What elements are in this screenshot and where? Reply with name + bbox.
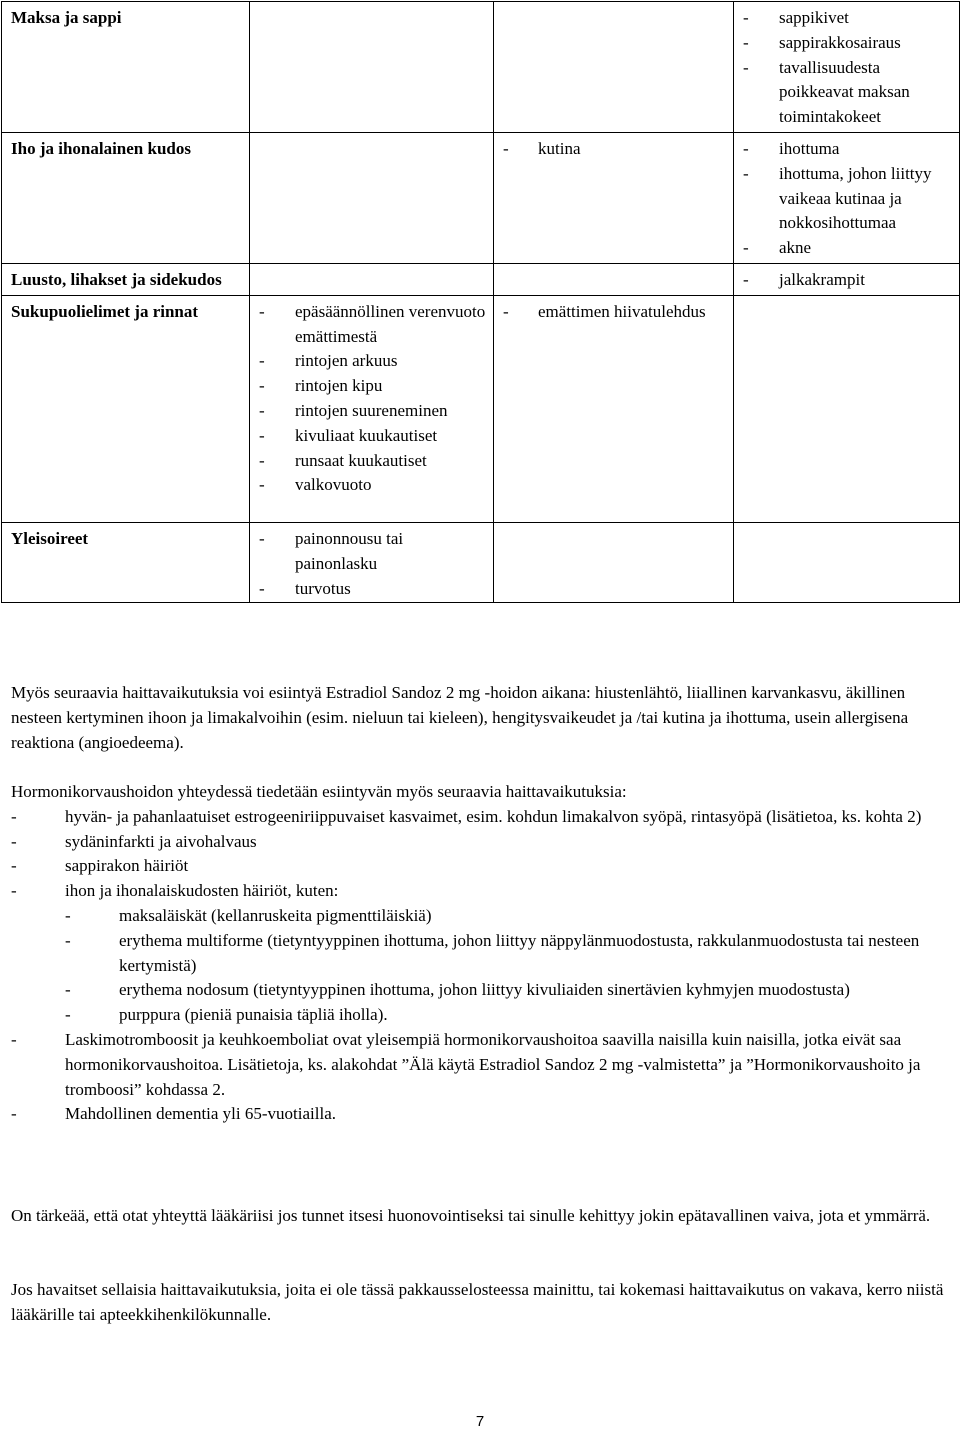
uncommon-cell — [494, 132, 734, 263]
table-row — [2, 523, 960, 602]
list-item: - kivuliaat kuukautiset — [259, 424, 487, 449]
category-cell: Luusto, lihakset ja sidekudos — [2, 263, 250, 295]
list-item: - sappirakkosairaus — [743, 31, 953, 56]
effect-list — [743, 137, 953, 261]
uncommon-cell — [494, 295, 734, 522]
rare-cell — [734, 523, 960, 602]
list-item: - ihottuma — [743, 137, 953, 162]
common-cell — [250, 2, 494, 133]
category-cell: Sukupuolielimet ja rinnat — [2, 295, 250, 522]
list-item: - hyvän- ja pahanlaatuiset estrogeeniriippuvaiset kasvaimet, esim. kohdun limakalvon syöpä, rintasyöpä (lisätietoa, ks. kohta 2) — [11, 805, 951, 830]
list-item: - tavallisuudesta poikkeavat maksan toimintakokeet — [743, 56, 953, 130]
side-effects-table — [1, 1, 960, 603]
hrt-section — [11, 780, 951, 1127]
list-item: - Mahdollinen dementia yli 65-vuotiailla. — [11, 1102, 951, 1127]
table-row — [2, 132, 960, 263]
list-item: - kutina — [503, 137, 727, 162]
category-cell: Maksa ja sappi — [2, 2, 250, 133]
list-item: - erythema multiforme (tietyntyyppinen ihottuma, johon liittyy näppylänmuodostusta, rakkulanmuodostusta tai nesteen kertymistä) — [65, 929, 951, 979]
category-cell: Yleisoireet — [2, 523, 250, 602]
contact-doctor-paragraph — [11, 1204, 951, 1229]
list-item: - rintojen arkuus — [259, 349, 487, 374]
list-item: - sappikivet — [743, 6, 953, 31]
uncommon-cell — [494, 263, 734, 295]
category-cell: Iho ja ihonalainen kudos — [2, 132, 250, 263]
list-item — [11, 879, 951, 1028]
paragraph-text: Myös seuraavia haittavaikutuksia voi esiintyä Estradiol Sandoz 2 mg -hoidon aikana: hiustenlähtö, liiallinen karvankasvu, äkillinen nesteen kertyminen ihoon ja limakalvoihin (esim. nieluun tai kieleen), hengitysvaikeudet ja /tai kutina ja ihottuma, usein allergisena reaktiona (angioedeema). — [11, 683, 909, 752]
list-item: - valkovuoto — [259, 473, 487, 498]
effect-list — [743, 6, 953, 130]
list-item: - epäsäännöllinen verenvuoto emättimestä — [259, 300, 487, 350]
paragraph-text: On tärkeää, että otat yhteyttä lääkäriisi jos tunnet itsesi huonovointiseksi tai sinulle kehittyy jokin epätavallinen vaiva, jota et ymmärrä. — [11, 1206, 931, 1225]
list-item: - rintojen kipu — [259, 374, 487, 399]
list-item: - erythema nodosum (tietyntyyppinen ihottuma, johon liittyy kivuliaiden sinertävien kyhmyjen muodostusta) — [65, 978, 951, 1003]
effect-list — [743, 268, 953, 293]
report-paragraph — [11, 1278, 951, 1328]
effect-list — [503, 137, 727, 162]
list-item: - rintojen suureneminen — [259, 399, 487, 424]
common-cell — [250, 263, 494, 295]
skin-disorders-sublist — [65, 904, 951, 1028]
list-item: - emättimen hiivatulehdus — [503, 300, 727, 325]
hrt-effects-list-continued — [11, 1028, 951, 1127]
page-number: 7 — [475, 1413, 485, 1430]
list-item: - painonnousu tai painonlasku — [259, 527, 487, 577]
list-item: - sydäninfarkti ja aivohalvaus — [11, 830, 951, 855]
effect-list — [259, 527, 487, 601]
rare-cell — [734, 263, 960, 295]
list-item: - ihottuma, johon liittyy vaikeaa kutinaa ja nokkosihottumaa — [743, 162, 953, 236]
skin-disorders-label: ihon ja ihonalaiskudosten häiriöt, kuten: — [65, 881, 339, 901]
also-possible-paragraph — [11, 681, 951, 755]
table-row — [2, 2, 960, 133]
hrt-effects-list — [11, 805, 951, 1028]
list-item: - turvotus — [259, 577, 487, 602]
hrt-intro: Hormonikorvaushoidon yhteydessä tiedetään esiintyvän myös seuraavia haittavaikutuksia: — [11, 782, 627, 801]
table-row — [2, 263, 960, 295]
paragraph-text: Jos havaitset sellaisia haittavaikutuksia, joita ei ole tässä pakkausselosteessa mainittu, tai kokemasi haittavaikutus on vakava, kerro niistä lääkärille tai apteekkihenkilökunnalle. — [11, 1280, 944, 1324]
common-cell — [250, 523, 494, 602]
list-item: - maksaläiskät (kellanruskeita pigmenttiläiskiä) — [65, 904, 951, 929]
rare-cell — [734, 295, 960, 522]
rare-cell — [734, 2, 960, 133]
uncommon-cell — [494, 2, 734, 133]
list-item: - jalkakrampit — [743, 268, 953, 293]
list-item: - sappirakon häiriöt — [11, 854, 951, 879]
common-cell — [250, 295, 494, 522]
list-item: - runsaat kuukautiset — [259, 449, 487, 474]
effect-list — [259, 300, 487, 498]
common-cell — [250, 132, 494, 263]
list-item: - purppura (pieniä punaisia täpliä iholla). — [65, 1003, 951, 1028]
rare-cell — [734, 132, 960, 263]
uncommon-cell — [494, 523, 734, 602]
table-row — [2, 295, 960, 522]
list-item: - Laskimotromboosit ja keuhkoemboliat ovat yleisempiä hormonikorvaushoitoa saavilla naisilla kuin naisilla, jotka eivät saa hormonikorvaushoitoa. Lisätietoja, ks. alakohdat ”Älä käytä Estradiol Sandoz 2 mg -valmistetta” ja ”Hormonikorvaushoito ja tromboosi” kohdassa 2. — [11, 1028, 951, 1102]
list-item: - akne — [743, 236, 953, 261]
effect-list — [503, 300, 727, 325]
